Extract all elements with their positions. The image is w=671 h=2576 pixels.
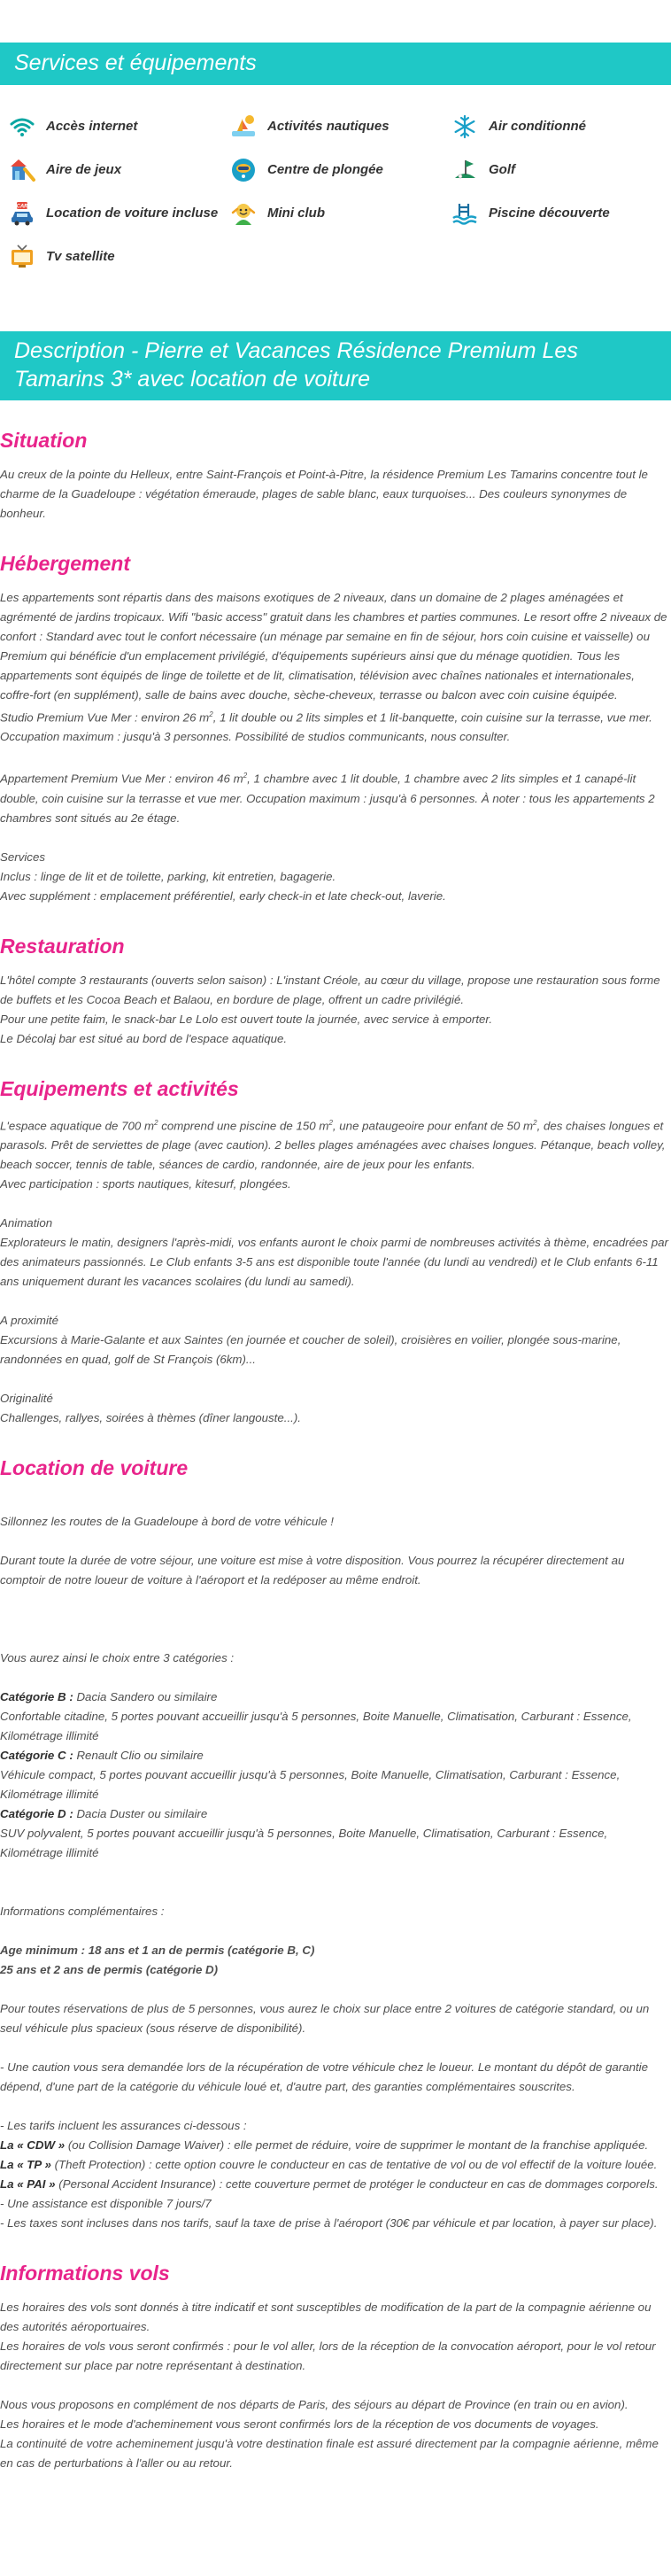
- services-included: Inclus : linge de lit et de toilette, parking, kit entretien, bagagerie.: [0, 869, 336, 883]
- equipment-list: [0, 85, 671, 278]
- vols-text: Nous vous proposons en complément de nos départs de Paris, des séjours au départ de Province (en train ou en avion).: [0, 2398, 629, 2412]
- restauration-text: L'hôtel compte 3 restaurants (ouverts selon saison) : L'instant Créole, au cœur du village, propose une restauration sous forme de buffets et les Cocoa Beach et Balaou, en bordure de plage, offrent un cadre privilégié.: [0, 973, 660, 1006]
- category-c-desc: Véhicule compact, 5 portes pouvant accueillir jusqu'à 5 personnes, Boite Manuelle, Climatisation, Carburant : Essence, Kilométrage illimité: [0, 1768, 621, 1802]
- equipements-heading: Equipements et activités: [0, 1076, 239, 1100]
- nautical-activities-icon: [230, 113, 257, 140]
- assistance-text: - Une assistance est disponible 7 jours/7: [0, 2197, 212, 2211]
- vols-heading: Informations vols: [0, 2262, 170, 2285]
- originalite-text: Challenges, rallyes, soirées à thèmes (dîner langouste...).: [0, 1411, 301, 1425]
- cdw-text: La « CDW » (ou Collision Damage Waiver) : elle permet de réduire, voire de supprimer le montant de la franchise appliquée.: [0, 2138, 649, 2153]
- equipment-item: Centre de plongée: [230, 148, 451, 191]
- equipment-item: Accès internet: [9, 105, 230, 148]
- category-b: Catégorie B : Dacia Sandero ou similaire: [0, 1690, 218, 1704]
- age-minimum-d: 25 ans et 2 ans de permis (catégorie D): [0, 1963, 219, 1977]
- services-subtitle: Services: [0, 850, 45, 864]
- equipment-item: Air conditionné: [451, 105, 655, 148]
- services-title: Services et équipements: [0, 43, 671, 85]
- equipment-item: Mini club: [230, 191, 451, 235]
- equipment-item: Activités nautiques: [230, 105, 451, 148]
- snowflake-icon: [451, 113, 478, 140]
- equipment-item: Piscine découverte: [451, 191, 655, 235]
- tv-icon: [9, 244, 35, 270]
- restauration-heading: Restauration: [0, 934, 125, 958]
- equipment-item: Aire de jeux: [9, 148, 230, 191]
- location-dispo: Durant toute la durée de votre séjour, une voiture est mise à votre disposition. Vous pourrez la récupérer directement au comptoir de notre loueur de voiture à l'aéroport et la redéposer au même endroit.: [0, 1554, 625, 1587]
- studio-description: Studio Premium Vue Mer : environ 26 $m^2$, 1 lit double ou 2 lits simples et 1 lit-banquette, coin cuisine sur la terrasse, vue mer. Occupation maximum : jusqu'à 3 personnes. Possibilité de studios communicants, nous consulter.: [0, 710, 652, 744]
- svg-text:CAR: CAR: [16, 204, 28, 209]
- infos-complementaires: Informations complémentaires :: [0, 1905, 165, 1919]
- car-rental-icon: [9, 200, 35, 227]
- vols-text: Les horaires de vols vous seront confirmés : pour le vol aller, lors de la réception de la convocation aéroport, pour le vol retour directement sur place par notre représentant à destination.: [0, 2339, 656, 2373]
- equipment-item: CAR Location de voiture incluse: [9, 191, 230, 235]
- participation-text: Avec participation : sports nautiques, kitesurf, plongées.: [0, 1177, 291, 1191]
- services-supplement: Avec supplément : emplacement préférentiel, early check-in et late check-out, laverie.: [0, 888, 446, 903]
- proximite-subtitle: A proximité: [0, 1314, 59, 1328]
- equipment-item: Golf: [451, 148, 655, 191]
- taxes-text: - Les taxes sont incluses dans nos tarifs, sauf la taxe de prise à l'aéroport (30€ par véhicule et par location, à payer sur place).: [0, 2216, 658, 2231]
- pai-text: La « PAI » (Personal Accident Insurance) : cette couverture permet de protéger le conducteur en cas de dommages corporels.: [0, 2177, 659, 2192]
- description-title: Description - Pierre et Vacances Résidence Premium Les Tamarins 3* avec location de voiture: [0, 331, 671, 400]
- pool-icon: [451, 200, 478, 227]
- situation-heading: Situation: [0, 429, 88, 452]
- animation-subtitle: Animation: [0, 1216, 53, 1230]
- proximite-text: Excursions à Marie-Galante et aux Saintes (en journée et coucher de soleil), croisières en voilier, plongée sous-marine, randonnées en quad, golf de St François (6km)...: [0, 1333, 621, 1367]
- equipment-item: Tv satellite: [9, 235, 230, 278]
- caution-text: - Une caution vous sera demandée lors de la récupération de votre véhicule chez le loueur. Le montant du dépôt de garantie dépend, d'une part de la catégorie du véhicule loué et, d'autre part, des garanties complémentaires souscrites.: [0, 2060, 649, 2094]
- tp-text: La « TP » (Theft Protection) : cette option couvre le conducteur en cas de tentative de vol ou de vol effectif de la voiture louée.: [0, 2158, 658, 2172]
- location-intro: Sillonnez les routes de la Guadeloupe à bord de votre véhicule !: [0, 1515, 334, 1529]
- age-minimum: Age minimum : 18 ans et 1 an de permis (catégorie B, C): [0, 1944, 315, 1958]
- originalite-subtitle: Originalité: [0, 1392, 53, 1406]
- location-choix: Vous aurez ainsi le choix entre 3 catégories :: [0, 1651, 235, 1665]
- reservation-text: Pour toutes réservations de plus de 5 personnes, vous aurez le choix sur place entre 2 voitures de catégorie standard, ou un seul véhicule plus spacieux (sous réserve de disponibilité).: [0, 2002, 650, 2036]
- category-d: Catégorie D : Dacia Duster ou similaire: [0, 1807, 208, 1821]
- restauration-text: Le Décolaj bar est situé au bord de l'espace aquatique.: [0, 1031, 288, 1045]
- restauration-text: Pour une petite faim, le snack-bar Le Lolo est ouvert toute la journée, avec service à emporter.: [0, 1012, 493, 1026]
- vols-text: La continuité de votre acheminement jusqu'à votre destination finale est assuré directement par la compagnie aérienne, même en cas de perturbations à l'aller ou au retour.: [0, 2437, 659, 2471]
- diving-icon: [230, 157, 257, 183]
- vols-text: Les horaires des vols sont donnés à titre indicatif et sont susceptibles de modification de la part de la compagnie aérienne ou des autorités aéroportuaires.: [0, 2301, 652, 2334]
- wifi-icon: [9, 113, 35, 140]
- category-b-desc: Confortable citadine, 5 portes pouvant accueillir jusqu'à 5 personnes, Boite Manuelle, Climatisation, Carburant : Essence, Kilométrage illimité: [0, 1710, 632, 1743]
- hebergement-paragraph: Les appartements sont répartis dans des maisons exotiques de 2 niveaux, dans un domaine de 2 plages aménagées et agrémenté de jardins tropicaux. Wifi "basic access" gratuit dans les chambres et parties communes. Le resort offre 2 niveaux de confort : Standard avec tout le confort nécessaire (un ménage par semaine en fin de séjour, hors coin cuisine et vaisselle) ou Premium qui bénéficie d'un emplacement privilégié, d'équipements supérieurs ainsi que du ménage quotidien. Tous les appartements sont équipés de linge de toilette et de lit, climatisation, télévision avec chaînes nationales et internationales, coffre-fort (en supplément), salle de bains avec douche, sèche-cheveux, terrasse ou balcon avec coin cuisine équipée.: [0, 591, 667, 702]
- animation-text: Explorateurs le matin, designers l'après-midi, vos enfants auront le choix parmi de nombreuses activités à thème, encadrées par des animateurs passionnés. Le Club enfants 3-5 ans est disponible toute l'année (du lundi au vendredi) et le Club enfants 6-11 ans uniquement durant les vacances scolaires (du lundi au samedi).: [0, 1236, 668, 1289]
- situation-text: Au creux de la pointe du Helleux, entre Saint-François et Point-à-Pitre, la résidence Premium Les Tamarins concentre tout le charme de la Guadeloupe : végétation émeraude, plages de sable blanc, eaux turquoises... Des couleurs synonymes de bonheur.: [0, 468, 648, 520]
- tarifs-text: - Les tarifs incluent les assurances ci-dessous :: [0, 2119, 247, 2133]
- hebergement-heading: Hébergement: [0, 552, 130, 575]
- espace-aquatique-text: L'espace aquatique de 700 $m^2$ comprend une piscine de 150 $m^2$, une pataugeoire pour enfant de 50 $m^2$, des chaises longues et parasols. Prêt de serviettes de plage (avec caution). 2 belles plages aménagées avec chaises longues. Pétanque, beach volley, beach soccer, tennis de table, séances de cardio, randonnée, aire de jeux pour les enfants.: [0, 1118, 666, 1172]
- mini-club-icon: [230, 200, 257, 227]
- appartement-description: Appartement Premium Vue Mer : environ 46 $m^2$, 1 chambre avec 1 lit double, 1 chambre avec 2 lits simples et 1 canapé-lit double, coin cuisine sur la terrasse et vue mer. Occupation maximum : jusqu'à 6 personnes. À noter : tous les appartements 2 chambres sont situés au 2e étage.: [0, 772, 655, 825]
- golf-icon: [451, 157, 478, 183]
- category-c: Catégorie C : Renault Clio ou similaire: [0, 1749, 204, 1763]
- category-d-desc: SUV polyvalent, 5 portes pouvant accueillir jusqu'à 5 personnes, Boite Manuelle, Climatisation, Carburant : Essence, Kilométrage illimité: [0, 1827, 608, 1860]
- playground-icon: [9, 157, 35, 183]
- vols-text: Les horaires et le mode d'acheminement vous seront confirmés lors de la réception de vos documents de voyages.: [0, 2417, 599, 2432]
- location-heading: Location de voiture: [0, 1456, 189, 1480]
